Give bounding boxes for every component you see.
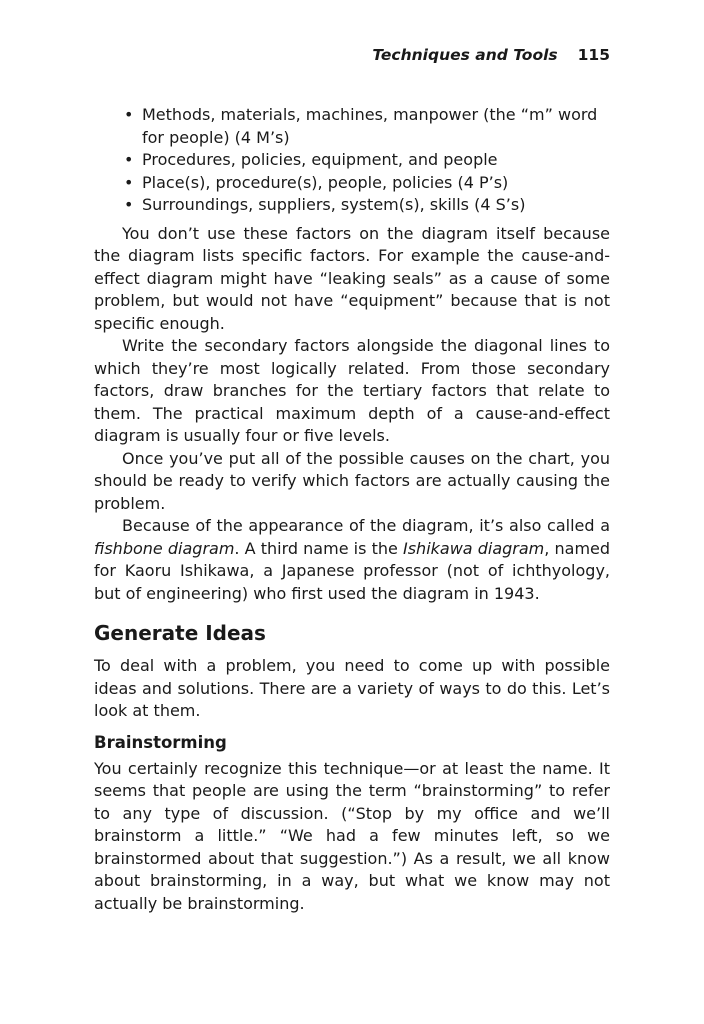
list-item: • Procedures, policies, equipment, and people	[124, 149, 610, 172]
page-number: 115	[577, 46, 610, 64]
list-item: • Place(s), procedure(s), people, policies (4 P’s)	[124, 172, 610, 195]
emphasis-term: fishbone diagram	[94, 538, 235, 558]
subsection-body: You certainly recognize this technique—or at least the name. It seems that people are using the term “brainstorming” to refer to any type of discussion. (“Stop by my office and we’ll brainstorm a little.” “We had a few minutes left, so we brainstormed about that suggestion.”) As a result, we all know about brainstorming, in a way, but what we know may not actually be brainstorming.	[94, 758, 610, 913]
page-content	[94, 104, 610, 915]
text-run: . A third name is the	[234, 538, 403, 558]
emphasis-term: Ishikawa diagram	[403, 538, 545, 558]
running-header-title: Techniques and Tools	[372, 46, 558, 64]
body-paragraph: Write the secondary factors alongside the diagonal lines to which they’re most logically related. From those secondary factors, draw branches for the tertiary factors that relate to them. The practical maximum depth of a cause-and-effect diagram is usually four or five levels.	[94, 336, 610, 445]
subsection-heading: Brainstorming	[94, 732, 227, 752]
factor-bullet-list	[94, 104, 610, 217]
section-heading: Generate Ideas	[94, 621, 266, 645]
section-intro: To deal with a problem, you need to come up with possible ideas and solutions. There are a variety of ways to do this. Let’s look at them.	[94, 656, 610, 720]
body-paragraph: Once you’ve put all of the possible causes on the chart, you should be ready to verify which factors are actually causing the problem.	[94, 448, 610, 513]
body-paragraph: You don’t use these factors on the diagram itself because the diagram lists specific factors. For example the cause-and-effect diagram might have “leaking seals” as a cause of some problem, but would not have “equipment” because that is not specific enough.	[94, 223, 610, 333]
running-header	[372, 46, 610, 64]
list-item: • Methods, materials, machines, manpower (the “m” word for people) (4 M’s)	[124, 104, 610, 149]
body-paragraph	[94, 515, 610, 605]
text-run: Because of the appearance of the diagram, it’s also called a	[122, 516, 610, 535]
list-item: • Surroundings, suppliers, system(s), skills (4 S’s)	[124, 194, 610, 217]
text-run: , named for Kaoru Ishikawa, a Japanese professor (not of ichthyology, but of engineering) who first used the diagram in 1943.	[94, 538, 611, 603]
